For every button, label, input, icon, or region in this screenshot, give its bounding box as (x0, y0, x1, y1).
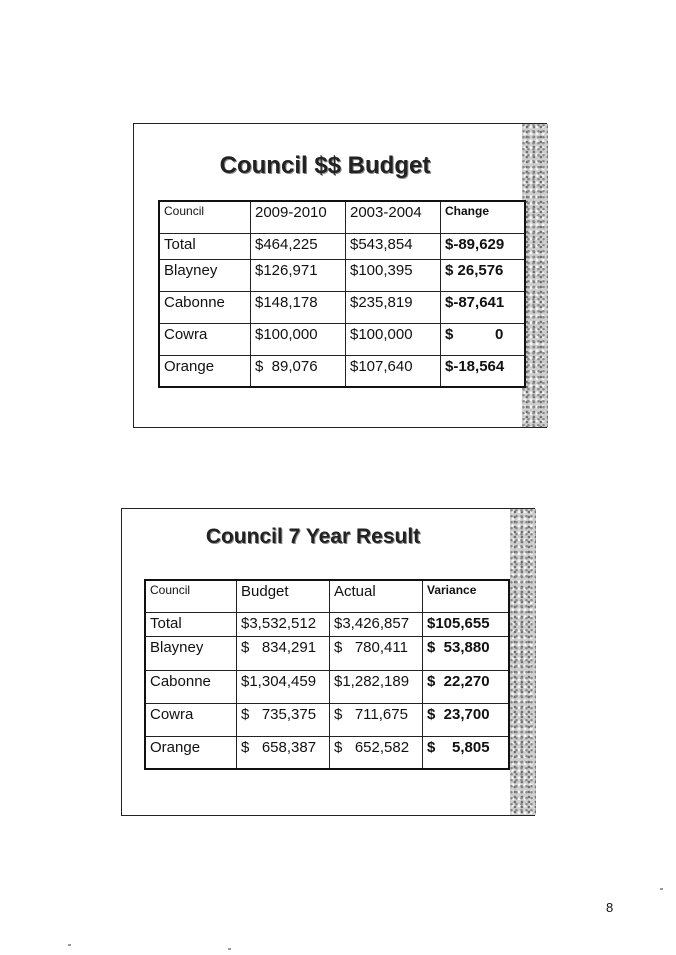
cell-value: $148,178 (251, 291, 346, 323)
cell-value: $ 652,582 (330, 736, 423, 769)
slide-title: Council 7 Year Result (205, 525, 421, 548)
cell-value: $100,000 (346, 323, 441, 355)
table-row (145, 736, 509, 769)
cell-council: Blayney (145, 636, 237, 670)
cell-value: $235,819 (346, 291, 441, 323)
slide-council-7-year-result (121, 508, 535, 816)
cell-value: $ 735,375 (237, 703, 330, 736)
page-number: 8 (606, 900, 614, 915)
cell-council: Total (159, 233, 251, 259)
scan-speck (228, 948, 231, 950)
header-actual: Actual (330, 580, 423, 612)
cell-change: $-18,564 (441, 355, 526, 387)
cell-council: Cowra (159, 323, 251, 355)
table-header-row (145, 580, 509, 612)
cell-variance: $ 53,880 (423, 636, 510, 670)
result-table (144, 579, 510, 770)
cell-value: $126,971 (251, 259, 346, 291)
cell-change: $ 0 (441, 323, 526, 355)
table-header-row (159, 201, 525, 233)
cell-change: $-87,641 (441, 291, 526, 323)
cell-variance: $ 22,270 (423, 670, 510, 703)
cell-variance: $105,655 (423, 612, 510, 636)
cell-change: $-89,629 (441, 233, 526, 259)
table-row (159, 259, 525, 291)
cell-council: Orange (159, 355, 251, 387)
table-row (159, 233, 525, 259)
table-row (159, 355, 525, 387)
cell-value: $543,854 (346, 233, 441, 259)
slide-council-budget (133, 123, 547, 428)
table-row (145, 612, 509, 636)
cell-variance: $ 5,805 (423, 736, 510, 769)
cell-change: $ 26,576 (441, 259, 526, 291)
cell-value: $100,395 (346, 259, 441, 291)
cell-value: $100,000 (251, 323, 346, 355)
header-council: Council (159, 201, 251, 233)
cell-value: $464,225 (251, 233, 346, 259)
cell-value: $3,532,512 (237, 612, 330, 636)
header-2003-2004: 2003-2004 (346, 201, 441, 233)
cell-council: Cabonne (145, 670, 237, 703)
cell-value: $ 780,411 (330, 636, 423, 670)
scan-speck (660, 888, 663, 890)
table-row (159, 323, 525, 355)
header-2009-2010: 2009-2010 (251, 201, 346, 233)
cell-value: $1,282,189 (330, 670, 423, 703)
slide-title: Council $$ Budget (219, 152, 431, 179)
slide-edge-texture (510, 509, 536, 815)
cell-value: $3,426,857 (330, 612, 423, 636)
cell-council: Blayney (159, 259, 251, 291)
cell-value: $ 658,387 (237, 736, 330, 769)
cell-council: Cabonne (159, 291, 251, 323)
cell-value: $ 711,675 (330, 703, 423, 736)
cell-variance: $ 23,700 (423, 703, 510, 736)
header-council: Council (145, 580, 237, 612)
header-variance: Variance (423, 580, 510, 612)
table-row (145, 636, 509, 670)
cell-council: Orange (145, 736, 237, 769)
cell-value: $1,304,459 (237, 670, 330, 703)
cell-council: Total (145, 612, 237, 636)
table-row (145, 670, 509, 703)
cell-value: $ 89,076 (251, 355, 346, 387)
cell-council: Cowra (145, 703, 237, 736)
scan-speck (68, 944, 71, 946)
budget-table (158, 200, 526, 388)
cell-value: $ 834,291 (237, 636, 330, 670)
cell-value: $107,640 (346, 355, 441, 387)
table-row (145, 703, 509, 736)
table-row (159, 291, 525, 323)
header-budget: Budget (237, 580, 330, 612)
header-change: Change (441, 201, 526, 233)
